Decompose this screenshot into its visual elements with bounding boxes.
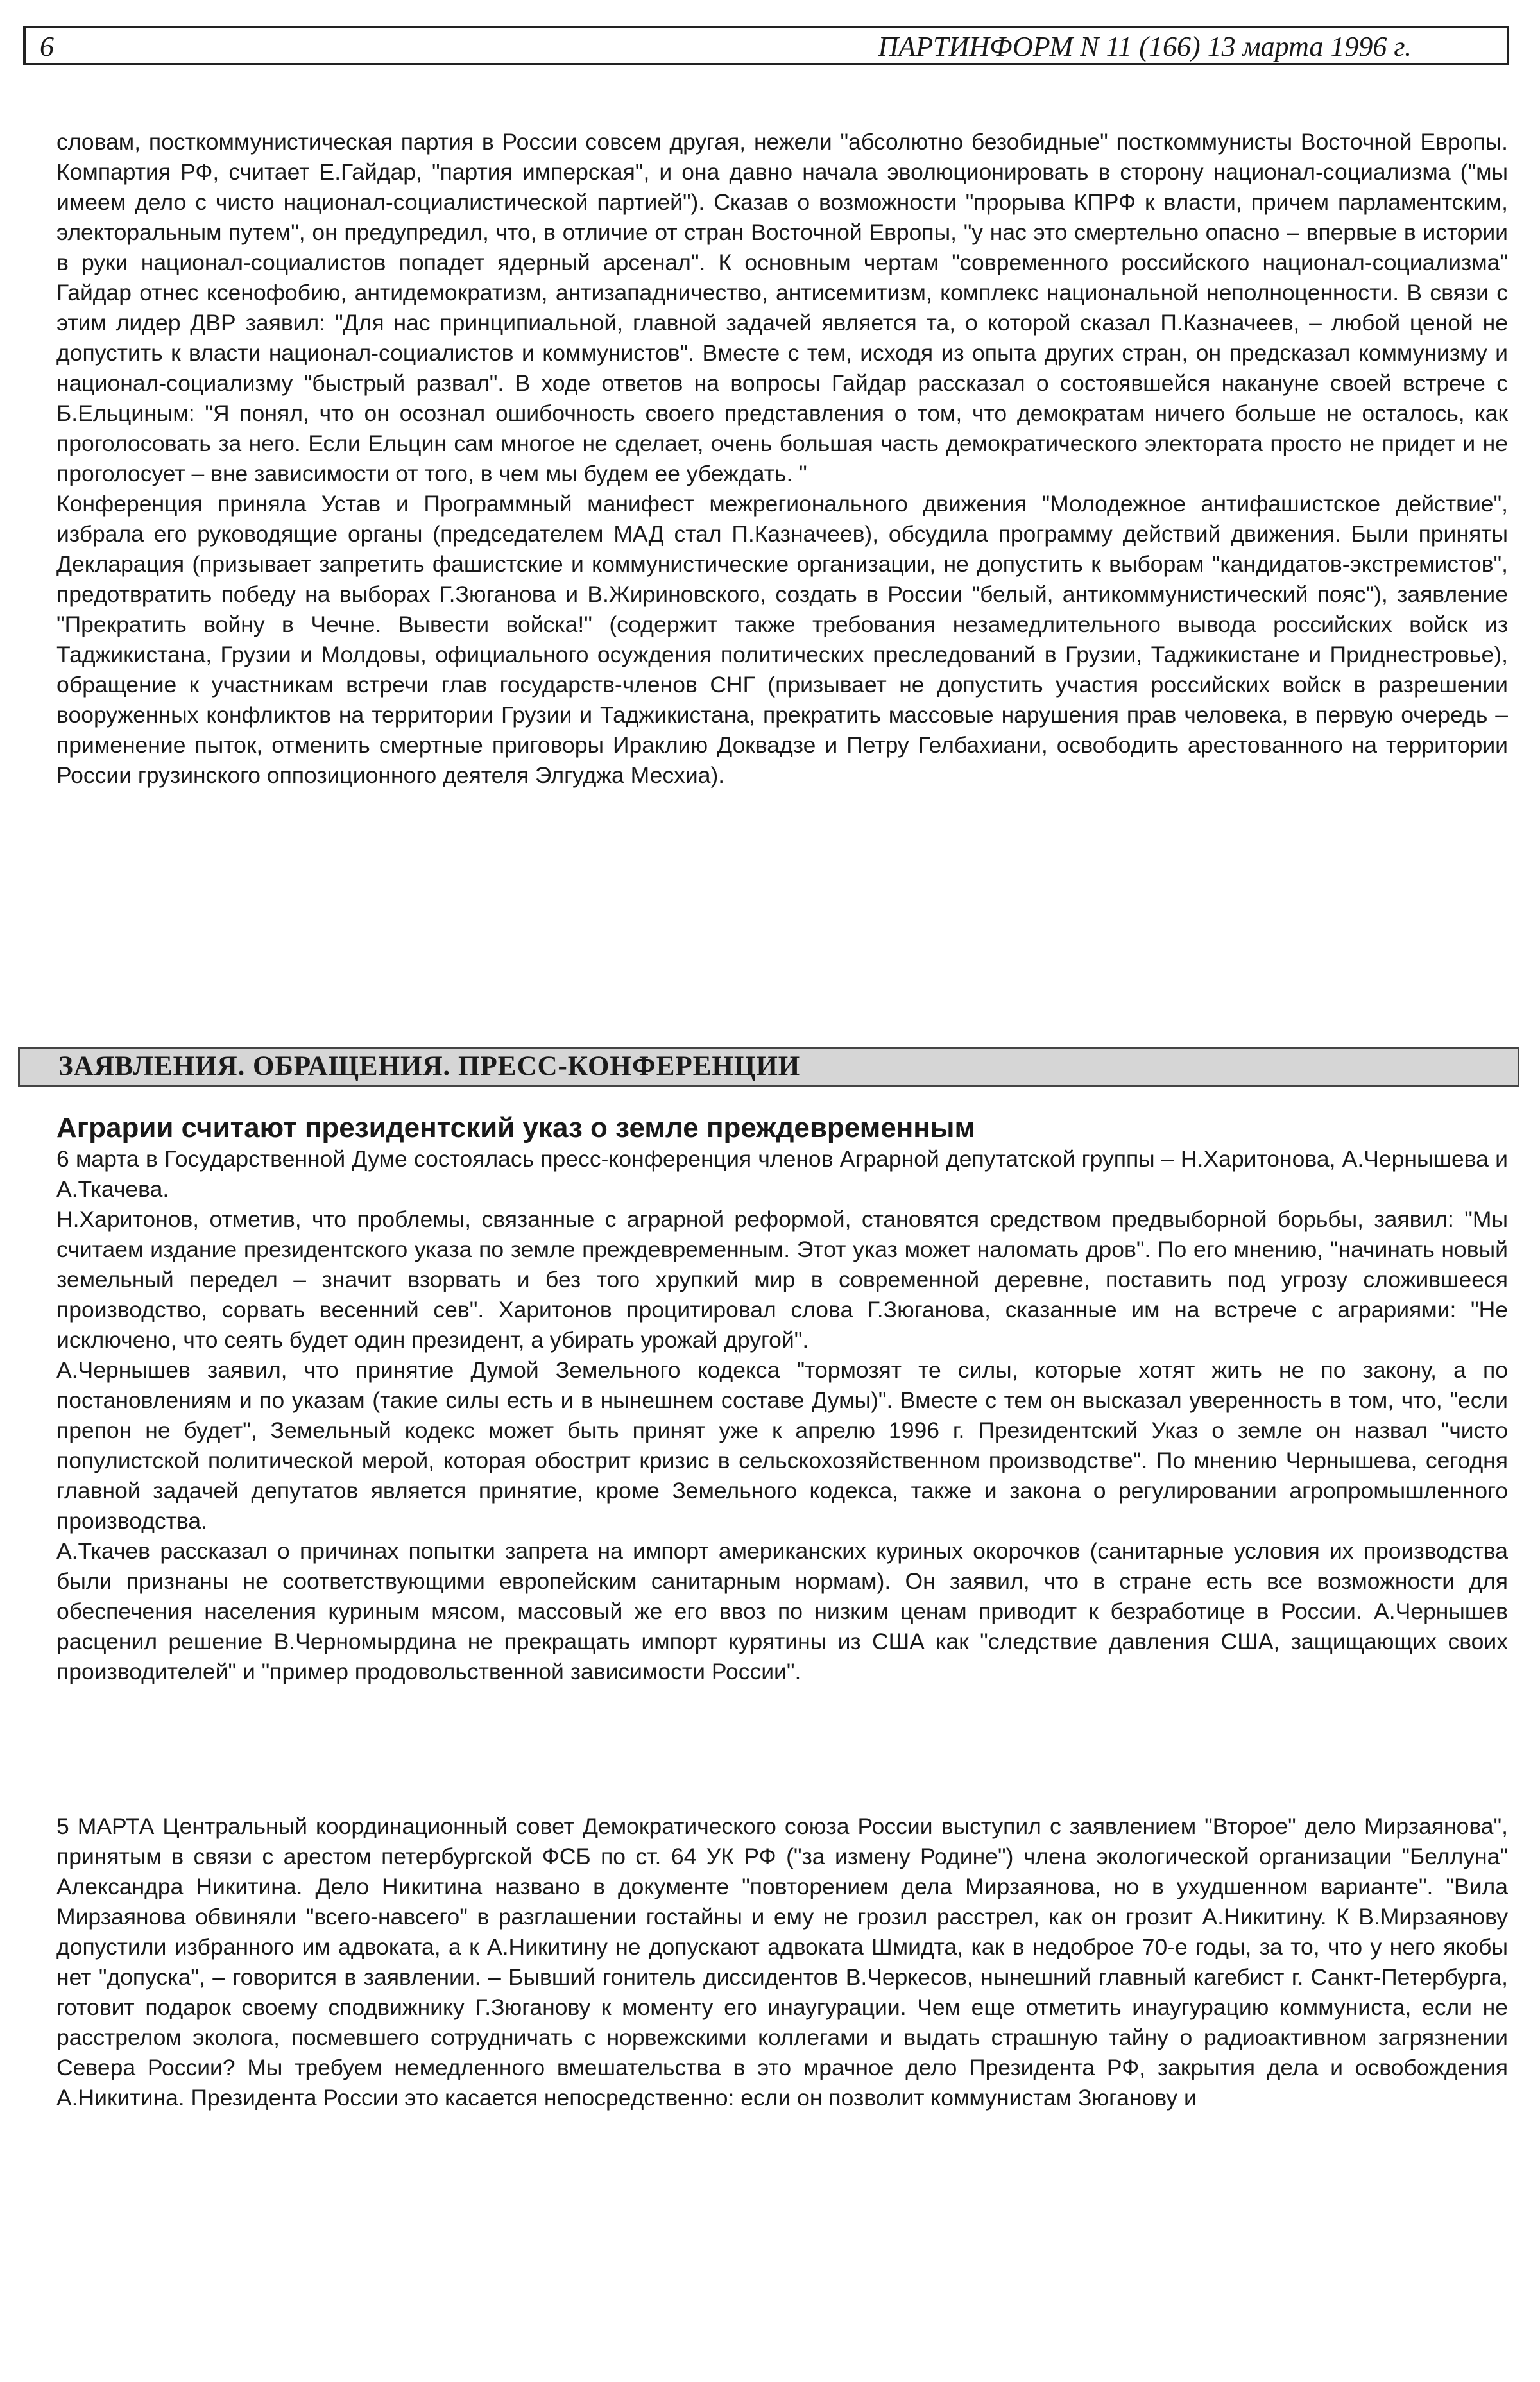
paragraph: Н.Харитонов, отметив, что проблемы, связанные с аграрной реформой, становятся средством предвыборной борьбы, заявил: "Мы считаем издание президентского указа по земле преждевременным. Этот указ может наломать дров". По его мнению, "начинать новый земельный передел – значит взорвать и без того хрупкий мир в современной деревне, поставить под угрозу сложившееся производство, сорвать весенний сев". Харитонов процитировал слова Г.Зюганова, сказанные им на встрече с аграриями: "Не исключено, что сеять будет один президент, а убирать урожай другой".	[56, 1206, 1508, 1353]
issue-line: ПАРТИНФОРМ N 11 (166) 13 марта 1996 г.	[878, 31, 1412, 62]
page-number: 6	[40, 31, 54, 62]
paragraph: 5 МАРТА Центральный координационный совет Демократического союза России выступил с заявлением "Второе" дело Мирзаянова", принятым в связи с арестом петербургской ФСБ по ст. 64 УК РФ ("за измену Родине") члена экологической организации "Беллуна" Александра Никитина. Дело Никитина названо в документе "повторением дела Мирзаянова, но в ухудшенном варианте". "Вила Мирзаянова обвиняли "всего-навсего" в разглашении гостайны и ему не грозил расстрел, как он грозит А.Никитину. К В.Мирзаянову допустили избранного им адвоката, а к А.Никитину не допускают адвоката Шмидта, как в недоброе 70-е годы, за то, что у него якобы нет "допуска", – говорится в заявлении. – Бывший гонитель диссидентов В.Черкесов, нынешний главный кагебист г. Санкт-Петербурга, готовит подарок своему сподвижнику Г.Зюганову к моменту его инаугурации. Чем еще отметить инаугурацию коммуниста, если не расстрелом эколога, посмевшего сотрудничать с норвежскими коллегами и выдать страшную тайну о радиоактивном загрязнении Севера России? Мы требуем немедленного вмешательства в это мрачное дело Президента РФ, закрытия дела и освобождения А.Никитина. Президента России это касается непосредственно: если он позволит коммунистам Зюганову и	[56, 1813, 1508, 2111]
article-continuation	[56, 127, 1508, 791]
paragraph: Конференция приняла Устав и Программный манифест межрегионального движения "Молодежное антифашистское действие", избрала его руководящие органы (председателем МАД стал П.Казначеев), обсудила программу действий движения. Были приняты Декларация (призывает запретить фашистские и коммунистические организации, не допустить к выборам "кандидатов-экстремистов", предотвратить победу на выборах Г.Зюганова и В.Жириновского, создать в России "белый, антикоммунистический пояс"), заявление "Прекратить войну в Чечне. Вывести войска!" (содержит также требования незамедлительного вывода российских войск из Таджикистана, Грузии и Молдовы, официального осуждения политических преследований в Грузии, Таджикистане и Приднестровье), обращение к участникам встречи глав государств-членов СНГ (призывает не допустить участия российских войск в разрешении вооруженных конфликтов на территории Грузии и Таджикистана, прекратить массовые нарушения прав человека, в первую очередь – применение пыток, отменить смертные приговоры Ираклию Доквадзе и Петру Гелбахиани, освободить арестованного на территории России грузинского оппозиционного деятеля Элгуджа Месхиа).	[56, 491, 1508, 788]
paragraph: А.Ткачев рассказал о причинах попытки запрета на импорт американских куриных окорочков (санитарные условия их производства были признаны не соответствующими европейским санитарным нормам). Он заявил, что в стране есть все возможности для обеспечения населения куриным мясом, массовый же его ввоз по низким ценам приводит к безработице в России. А.Чернышев расценил решение В.Черномырдина не прекращать импорт курятины из США как "следствие давления США, защищающих своих производителей" и "пример продовольственной зависимости России".	[56, 1538, 1508, 1684]
news-item	[56, 1812, 1508, 2113]
article-headline: Аграрии считают президентский указ о земле преждевременным	[56, 1112, 975, 1144]
paragraph: А.Чернышев заявил, что принятие Думой Земельного кодекса "тормозят те силы, которые хотят жить не по закону, а по постановлениям и по указам (такие силы есть и в нынешнем составе Думы)". Вместе с тем он высказал уверенность в том, что, "если препон не будет", Земельный кодекс может быть принят уже к апрелю 1996 г. Президентский Указ о земле он назвал "чисто популистской политической мерой, которая обострит кризис в сельскохозяйственном производстве". По мнению Чернышева, сегодня главной задачей депутатов является принятие, кроме Земельного кодекса, также и закона о регулировании агропромышленного производства.	[56, 1357, 1508, 1534]
article-body	[56, 1144, 1508, 1687]
page-header	[23, 26, 1509, 65]
paragraph: словам, посткоммунистическая партия в России совсем другая, нежели "абсолютно безобидные" посткоммунисты Восточной Европы. Компартия РФ, считает Е.Гайдар, "партия имперская", и она давно начала эволюционировать в сторону национал-социализма ("мы имеем дело с чисто национал-социалистической партией"). Сказав о возможности "прорыва КПРФ к власти, причем парламентским, электоральным путем", он предупредил, что, в отличие от стран Восточной Европы, "у нас это смертельно опасно – впервые в истории в руки национал-социалистов попадет ядерный арсенал". К основным чертам "современного российского национал-социализма" Гайдар отнес ксенофобию, антидемократизм, антизападничество, антисемитизм, комплекс национальной неполноценности. В связи с этим лидер ДВР заявил: "Для нас принципиальной, главной задачей является та, о которой сказал П.Казначеев, – любой ценой не допустить к власти национал-социалистов и коммунистов". Вместе с тем, исходя из опыта других стран, он предсказал коммунизму и национал-социализму "быстрый развал". В ходе ответов на вопросы Гайдар рассказал о состоявшейся накануне своей встрече с Б.Ельциным: "Я понял, что он осознал ошибочность своего представления о том, что демократам ничего больше не осталось, как проголосовать за него. Если Ельцин сам многое не сделает, очень большая часть демократического электората просто не придет и не проголосует – вне зависимости от того, в чем мы будем ее убеждать. "	[56, 129, 1508, 486]
paragraph: 6 марта в Государственной Думе состоялась пресс-конференция членов Аграрной депутатской группы – Н.Харитонова, А.Чернышева и А.Ткачева.	[56, 1146, 1508, 1202]
section-heading: ЗАЯВЛЕНИЯ. ОБРАЩЕНИЯ. ПРЕСС-КОНФЕРЕНЦИИ	[18, 1047, 1519, 1087]
